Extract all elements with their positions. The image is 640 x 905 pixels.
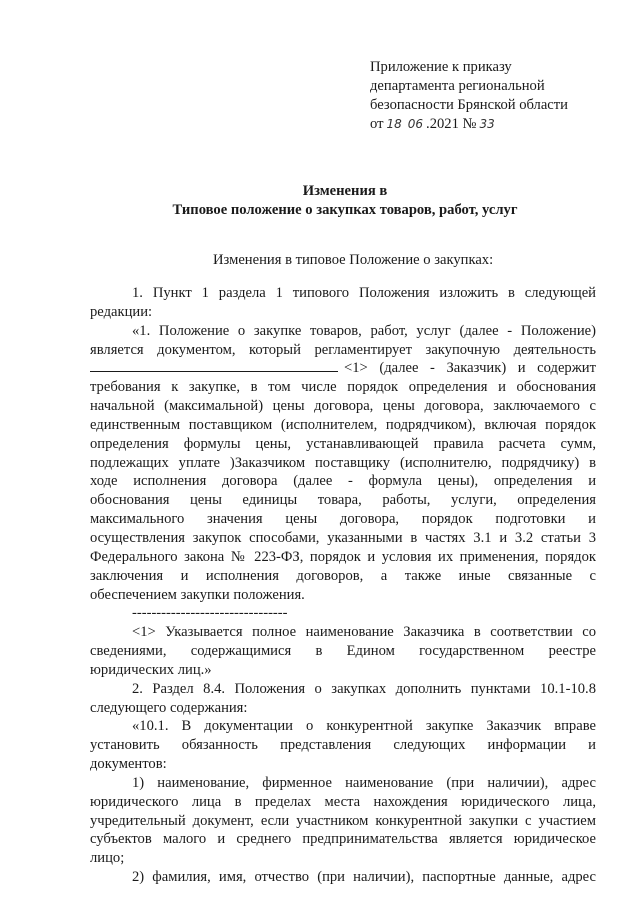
body-line: является документом, который регламентирует закупочную деятельность bbox=[90, 341, 596, 358]
date-prefix: от bbox=[370, 116, 384, 132]
body-line: 1) наименование, фирменное наименование (при наличии), адрес bbox=[132, 774, 596, 791]
annex-date-line bbox=[370, 115, 610, 134]
body-line: заключения и исполнения договоров, а также иные связанные с bbox=[90, 567, 596, 584]
body-line: следующего содержания: bbox=[90, 699, 248, 716]
body-line: обеспечением закупки положения. bbox=[90, 586, 305, 603]
body-line: Федерального закона № 223-ФЗ, порядок и условия их применения, порядок bbox=[90, 548, 596, 565]
body-line: «10.1. В документации о конкурентной закупке Заказчик вправе bbox=[132, 718, 596, 735]
body-line: определения формулы цены, устанавливающей правила расчета сумм, bbox=[90, 435, 596, 452]
body-line: осуществления закупок способами, указанными в частях 3.1 и 3.2 статьи 3 bbox=[90, 529, 596, 546]
body-line: юридического лица в пределах места нахождения юридического лица, bbox=[90, 793, 596, 810]
body-line: 2. Раздел 8.4. Положения о закупках дополнить пунктами 10.1-10.8 bbox=[132, 680, 596, 697]
body-line: документов: bbox=[90, 756, 167, 773]
footnote-line: юридических лиц.» bbox=[90, 661, 212, 678]
document-subtitle: Изменения в типовое Положение о закупках: bbox=[213, 252, 494, 268]
body-line: ходе исполнения договора (далее - формула цены), определения и bbox=[90, 473, 596, 490]
body-line-text: <1> (далее - Заказчик) и содержит bbox=[344, 360, 596, 377]
body-line: максимального значения цены договора, порядок подготовки и bbox=[90, 511, 596, 528]
footnote-line: сведениями, содержащимися в Едином государственном реестре bbox=[90, 643, 596, 660]
body-line: начальной (максимальной) цены договора, цены договора, заключаемого с bbox=[90, 398, 596, 415]
annex-line-3: безопасности Брянской области bbox=[370, 97, 568, 113]
customer-name-blank bbox=[90, 359, 338, 372]
annex-line-1: Приложение к приказу bbox=[370, 59, 512, 75]
body-line: подлежащих уплате )Заказчиком поставщику (исполнителю, подрядчику) в bbox=[90, 454, 596, 471]
body-line: учредительный документ, если участником конкурентной закупки с участием bbox=[90, 812, 596, 829]
body-line: лицо; bbox=[90, 850, 125, 867]
footnote-separator: -------------------------------- bbox=[132, 605, 288, 622]
body-line: требования к закупке, в том числе порядок определения и обоснования bbox=[90, 379, 596, 396]
document-title-line-2: Типовое положение о закупках товаров, работ, услуг bbox=[172, 202, 518, 218]
body-line: единственным поставщиком (исполнителем, подрядчиком), включая порядок bbox=[90, 416, 596, 433]
body-line-with-blank bbox=[90, 359, 596, 378]
document-title-line-1: Изменения в bbox=[302, 183, 388, 199]
order-number-handwritten: 33 bbox=[479, 117, 495, 131]
date-month-handwritten: 06 bbox=[407, 117, 424, 131]
annex-block bbox=[370, 58, 610, 134]
body-line: обоснования цены единицы товара, работы, услуги, определения bbox=[90, 492, 596, 509]
document-body bbox=[90, 284, 596, 887]
footnote-line: <1> Указывается полное наименование Заказчика в соответствии со bbox=[132, 624, 596, 641]
annex-line-2: департамента региональной bbox=[370, 78, 545, 94]
body-line: субъектов малого и среднего предпринимательства является юридическое bbox=[90, 831, 596, 848]
date-year: .2021 № bbox=[426, 116, 477, 132]
body-line: 2) фамилия, имя, отчество (при наличии), паспортные данные, адрес bbox=[132, 869, 596, 886]
date-day-handwritten: 18 bbox=[386, 117, 402, 131]
body-line: установить обязанность представления следующих информации и bbox=[90, 737, 596, 754]
body-line: 1. Пункт 1 раздела 1 типового Положения изложить в следующей bbox=[132, 285, 596, 301]
body-line: «1. Положение о закупке товаров, работ, услуг (далее - Положение) bbox=[132, 322, 596, 339]
body-line: редакции: bbox=[90, 303, 153, 320]
